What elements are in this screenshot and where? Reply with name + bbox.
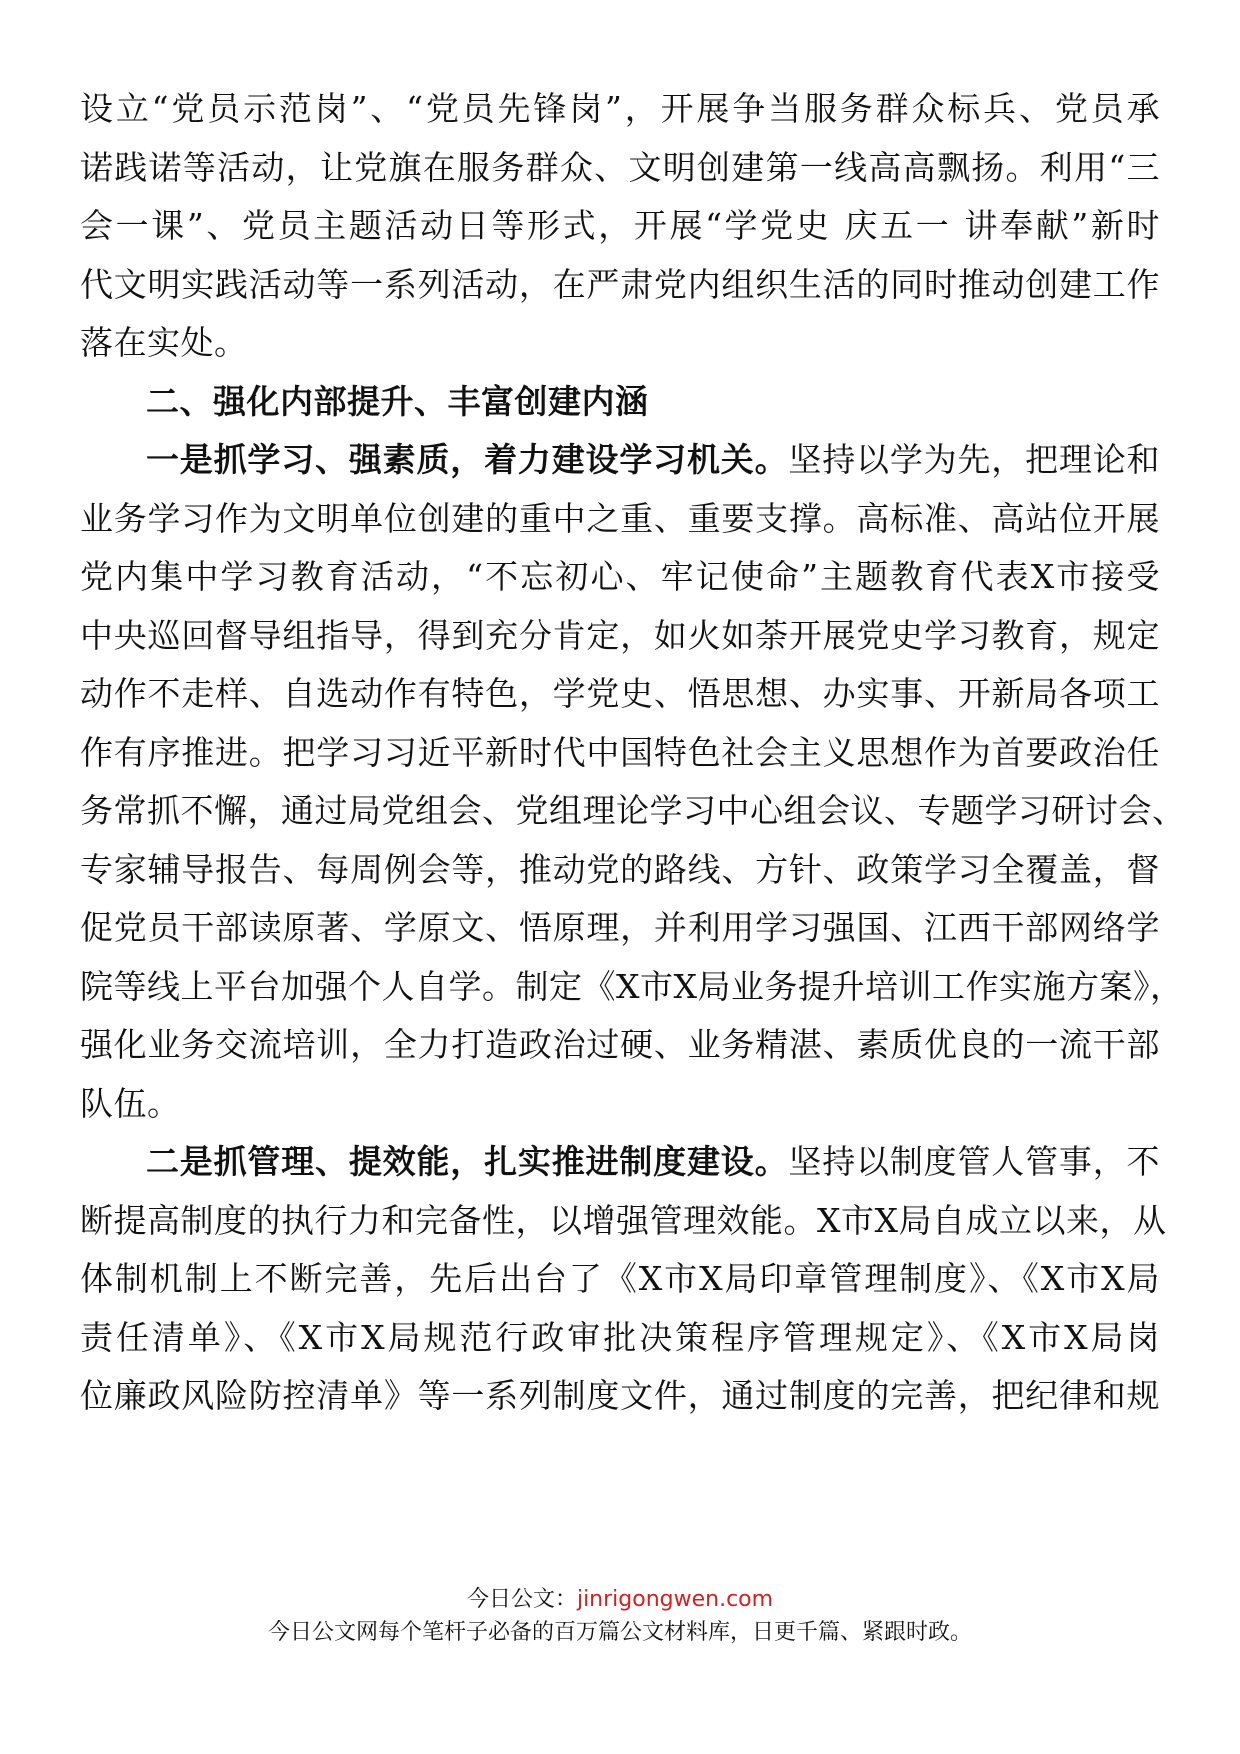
text-line: 强化业务交流培训，全力打造政治过硬、业务精湛、素质优良的一流干部 <box>80 1025 1160 1064</box>
footer-tagline: 今日公文网每个笔杆子必备的百万篇公文材料库，日更千篇、紧跟时政。 <box>267 1620 972 1645</box>
text-line: 体制机制上不断完善，先后出台了《X市X局印章管理制度》、《X市X局 <box>80 1259 1160 1298</box>
paragraph-text: 坚持以学为先，把理论和 <box>788 440 1161 479</box>
text-line: 落在实处。 <box>80 323 248 362</box>
paragraph-lead: 二是抓管理、提效能，扎实推进制度建设。 <box>146 1142 789 1181</box>
footer-url-link[interactable]: jinrigongwen.com <box>576 1587 774 1612</box>
paragraph-first-line <box>80 1133 1160 1192</box>
section-heading: 二、强化内部提升、丰富创建内涵 <box>146 381 649 421</box>
footer-label: 今日公文： <box>466 1587 577 1612</box>
text-line: 作有序推进。把学习习近平新时代中国特色社会主义思想作为首要政治任 <box>80 732 1160 772</box>
text-line: 诺践诺等活动，让党旗在服务群众、文明创建第一线高高飘扬。利用“三 <box>80 147 1160 187</box>
text-line: 断提高制度的执行力和完备性，以增强管理效能。X市X局自成立以来，从 <box>80 1200 1167 1240</box>
text-line: 代文明实践活动等一系列活动，在严肃党内组织生活的同时推动创建工作 <box>80 264 1160 304</box>
text-line: 党内集中学习教育活动，“不忘初心、牢记使命”主题教育代表X市接受 <box>80 557 1160 596</box>
text-line: 促党员干部读原著、学原文、悟原理，并利用学习强国、江西干部网络学 <box>80 908 1160 947</box>
text-line: 动作不走样、自选动作有特色，学党史、悟思想、办实事、开新局各项工 <box>80 674 1160 713</box>
text-line: 会一课”、党员主题活动日等形式，开展“学党史 庆五一 讲奉献”新时 <box>80 206 1160 245</box>
text-line: 位廉政风险防控清单》等一系列制度文件，通过制度的完善，把纪律和规 <box>80 1376 1160 1415</box>
footer-site <box>0 1585 1240 1615</box>
text-line: 院等线上平台加强个人自学。制定《X市X局业务提升培训工作实施方案》， <box>80 966 1184 1006</box>
text-line: 责任清单》、《X市X局规范行政审批决策程序管理规定》、《X市X局岗 <box>80 1317 1160 1357</box>
document-body <box>80 80 1186 1426</box>
paragraph-lead: 一是抓学习、强素质，着力建设学习机关。 <box>146 440 789 479</box>
text-line: 中央巡回督导组指导，得到充分肯定，如火如荼开展党史学习教育，规定 <box>80 615 1160 655</box>
paragraph-text: 坚持以制度管人管事，不 <box>788 1142 1161 1181</box>
text-line: 务常抓不懈，通过局党组会、党组理论学习中心组会议、专题学习研讨会、 <box>80 791 1186 830</box>
text-line: 队伍。 <box>80 1083 181 1123</box>
text-line: 专家辅导报告、每周例会等，推动党的路线、方针、政策学习全覆盖，督 <box>80 849 1160 889</box>
paragraph-first-line <box>80 431 1160 490</box>
text-line: 业务学习作为文明单位创建的重中之重、重要支撑。高标准、高站位开展 <box>80 498 1160 538</box>
text-line: 设立“党员示范岗”、“党员先锋岗”，开展争当服务群众标兵、党员承 <box>80 89 1160 128</box>
